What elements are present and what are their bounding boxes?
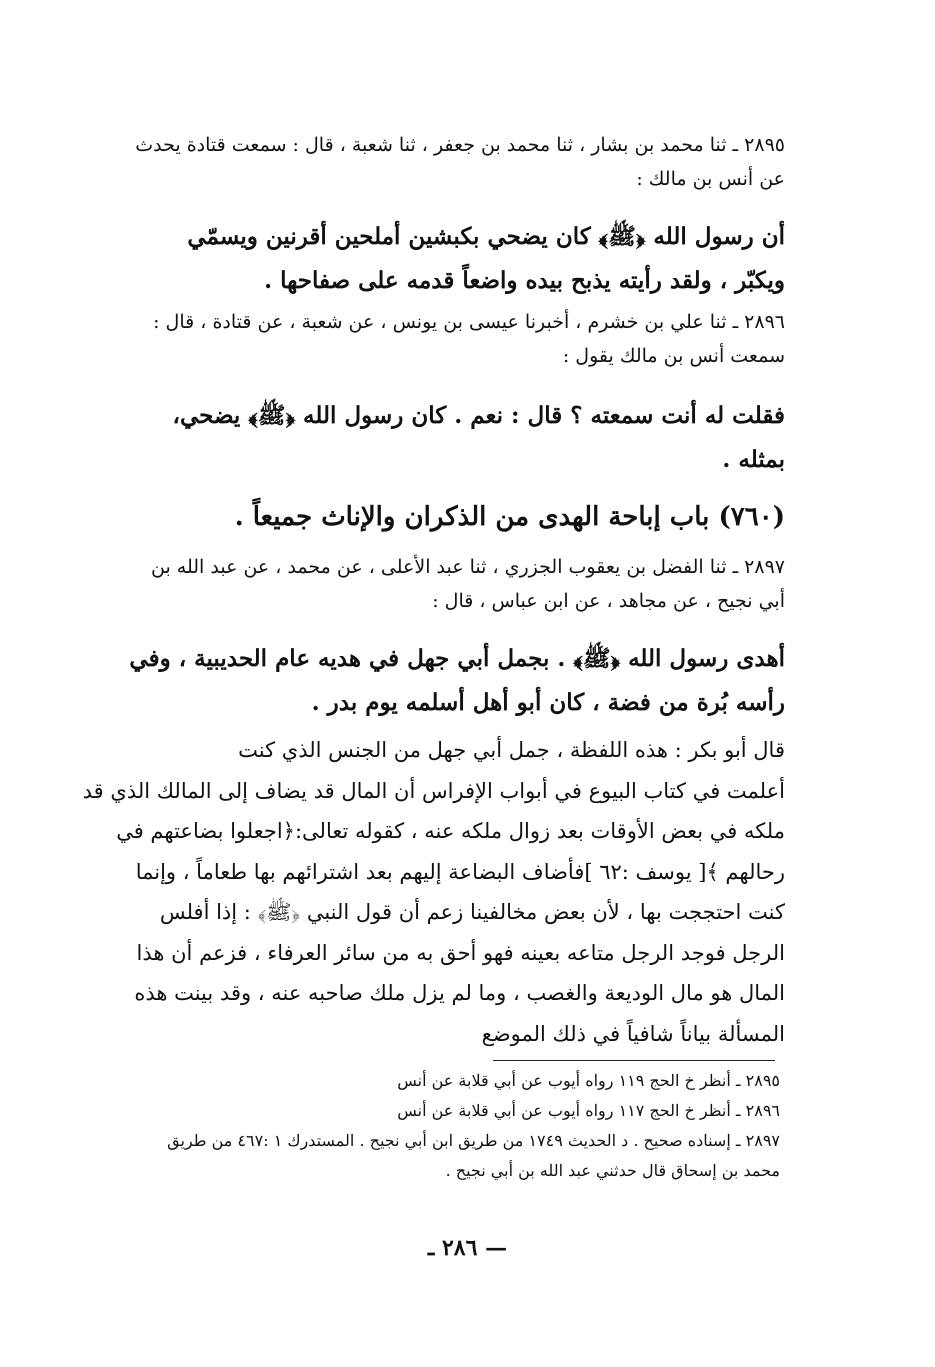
text-line: رأسه بُرة من فضة ، كان أبو أهل أسلمه يوم بدر .: [311, 689, 785, 716]
text-line: ٢٨٩٦ ـ ثنا علي بن خشرم ، أخبرنا عيسى بن يونس ، عن شعبة ، عن قتادة ، قال :: [153, 311, 785, 333]
hadith-2897-text: [105, 637, 785, 725]
text-line: ملكه في بعض الأوقات بعد زوال ملكه عنه ، كقوله تعالى:﴿اجعلوا بضاعتهم في: [116, 819, 785, 843]
text-line: ٢٨٩٧ ـ ثنا الفضل بن يعقوب الجزري ، ثنا عبد الأعلى ، عن محمد ، عن عبد الله بن: [150, 556, 785, 578]
text-line: عن أنس بن مالك :: [636, 168, 785, 190]
text-line: ٢٨٩٥ ـ ثنا محمد بن بشار ، ثنا محمد بن جعفر ، ثنا شعبة ، قال : سمعت قتادة يحدث: [135, 134, 785, 156]
text-line: المسألة بياناً شافياً في ذلك الموضع: [481, 1021, 785, 1046]
hadith-2895-text: [105, 215, 785, 303]
footnote-separator: [493, 1060, 775, 1061]
text-line: رحالهم ﴾[ يوسف :٦٢ ]فأضاف البضاعة إليهم بعد اشترائهم بها طعاماً ، وإنما: [135, 859, 785, 884]
footnotes: [100, 1066, 780, 1186]
commentary: [82, 730, 785, 1054]
footnote: ٢٨٩٥ ـ أنظر خ الحج ١١٩ رواه أيوب عن أبي قلابة عن أنس: [397, 1071, 780, 1090]
hadith-2896-text: [105, 394, 785, 482]
text-line: أعلمت في كتاب البيوع في أبواب الإفراس أن المال قد يضاف إلى المالك الذي قد: [82, 778, 785, 803]
chapter-heading: (٧٦٠) باب إباحة الهدى من الذكران والإناث جميعاً .: [234, 502, 785, 532]
footnote: محمد بن إسحاق قال حدثني عبد الله بن أبي نجيح .: [445, 1161, 780, 1180]
hadith-2896-chain: [105, 305, 785, 373]
hadith-2895-chain: [105, 128, 785, 196]
text-line: أن رسول الله ﴿ﷺ﴾ كان يضحي بكبشين أملحين أقرنين ويسمّي: [187, 223, 785, 250]
text-line: سمعت أنس بن مالك يقول :: [562, 345, 785, 367]
text-line: ويكبّر ، ولقد رأيته يذبح بيده واضعاً قدمه على صفاحها .: [264, 267, 785, 294]
text-line: الرجل فوجد الرجل متاعه بعينه فهو أحق به من سائر العرفاء ، فزعم أن هذا: [136, 940, 785, 965]
text-line: بمثله .: [722, 446, 785, 473]
footnote: ٢٨٩٦ ـ أنظر خ الحج ١١٧ رواه أيوب عن أبي قلابة عن أنس: [397, 1101, 780, 1120]
page-number: — ٢٨٦ ـ: [427, 1235, 508, 1261]
text-line: فقلت له أنت سمعته ؟ قال : نعم . كان رسول الله ﴿ﷺ﴾ يضحي،: [172, 402, 785, 429]
footnote: ٢٨٩٧ ـ إسناده صحيح . د الحديث ١٧٤٩ من طريق ابن أبي نجيح . المستدرك ١ :٤٦٧ من طريق: [167, 1131, 780, 1150]
text-line: المال هو مال الوديعة والغصب ، وما لم يزل ملك صاحبه عنه ، وقد بينت هذه: [134, 981, 785, 1005]
text-line: قال أبو بكر : هذه اللفظة ، جمل أبي جهل من الجنس الذي كنت: [238, 738, 785, 762]
hadith-2897-chain: [105, 550, 785, 618]
text-line: أهدى رسول الله ﴿ﷺ﴾ . بجمل أبي جهل في هديه عام الحديبية ، وفي: [129, 645, 785, 672]
text-line: كنت احتججت بها ، لأن بعض مخالفينا زعم أن قول النبي ﴿ﷺ﴾ : إذا أفلس: [159, 900, 785, 924]
text-line: أبي نجيح ، عن مجاهد ، عن ابن عباس ، قال :: [432, 590, 785, 612]
